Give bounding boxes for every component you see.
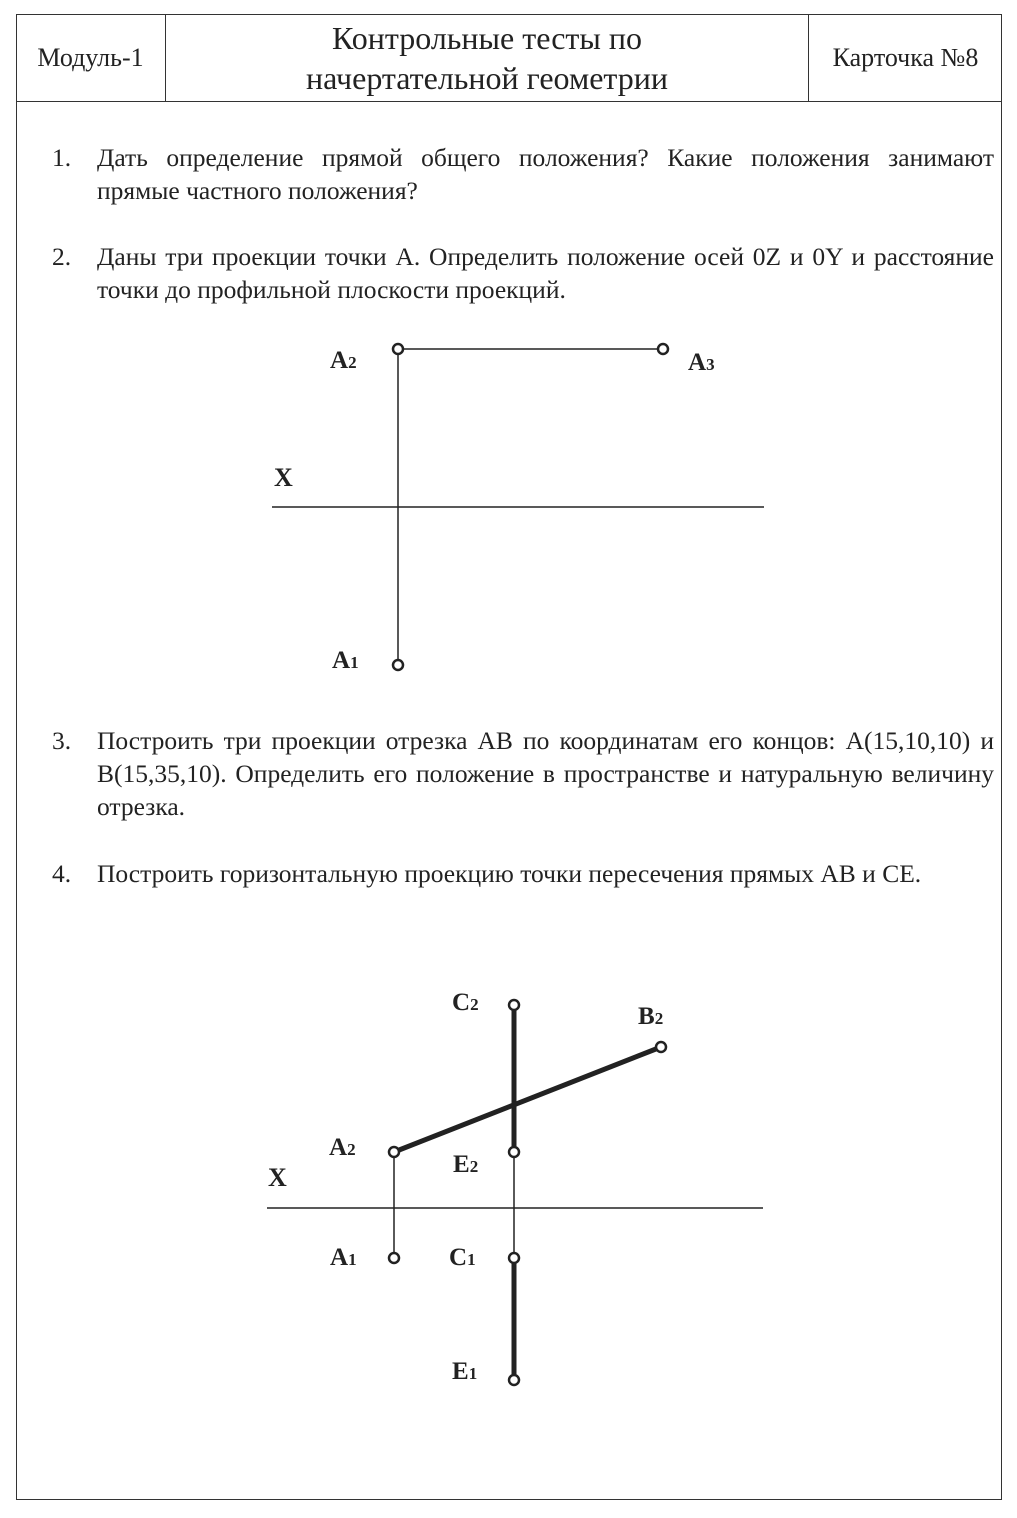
segment-a2-b2 [394, 1047, 661, 1152]
task-text: Даны три проекции точки А. Определить положение осей 0Z и 0Y и расстояние точки до профильной плоскости проекций. [97, 242, 994, 304]
task-number: 4. [52, 859, 72, 888]
label-a1: A1 [330, 1244, 357, 1271]
module-label: Модуль-1 [37, 42, 144, 72]
label-b2: B2 [638, 1003, 664, 1030]
axis-label-x: X [268, 1163, 287, 1192]
point-a2 [389, 1147, 399, 1157]
point-a1 [389, 1253, 399, 1263]
title-line-1: Контрольные тесты по [331, 19, 642, 56]
task-number: 2. [52, 242, 72, 271]
point-b2 [656, 1042, 666, 1052]
task-text: Построить три проекции отрезка АВ по координатам его концов: А(15,10,10) и В(15,35,10). Определить его положение в пространстве и натуральную величину отрезка. [97, 726, 994, 821]
label-a1: A1 [332, 647, 359, 674]
point-c2 [509, 1000, 519, 1010]
label-c2: C2 [452, 989, 479, 1016]
task-text: Дать определение прямой общего положения? Какие положения занимают прямые частного положения? [97, 143, 994, 205]
task-number: 1. [52, 143, 72, 172]
label-a2: A2 [329, 1134, 356, 1161]
label-c1: C1 [449, 1244, 476, 1271]
label-a3: A3 [688, 349, 715, 376]
label-e1: E1 [452, 1358, 478, 1385]
task-number: 3. [52, 726, 72, 755]
point-e1 [509, 1375, 519, 1385]
card-label: Карточка №8 [832, 42, 979, 72]
title-line-2: начертательной геометрии [305, 59, 669, 96]
point-e2 [509, 1147, 519, 1157]
task-text: Построить горизонтальную проекцию точки пересечения прямых АВ и СЕ. [97, 859, 922, 888]
label-a2: A2 [330, 347, 357, 374]
label-e2: E2 [453, 1151, 479, 1178]
point-c1 [509, 1253, 519, 1263]
axis-label-x: X [274, 463, 293, 492]
